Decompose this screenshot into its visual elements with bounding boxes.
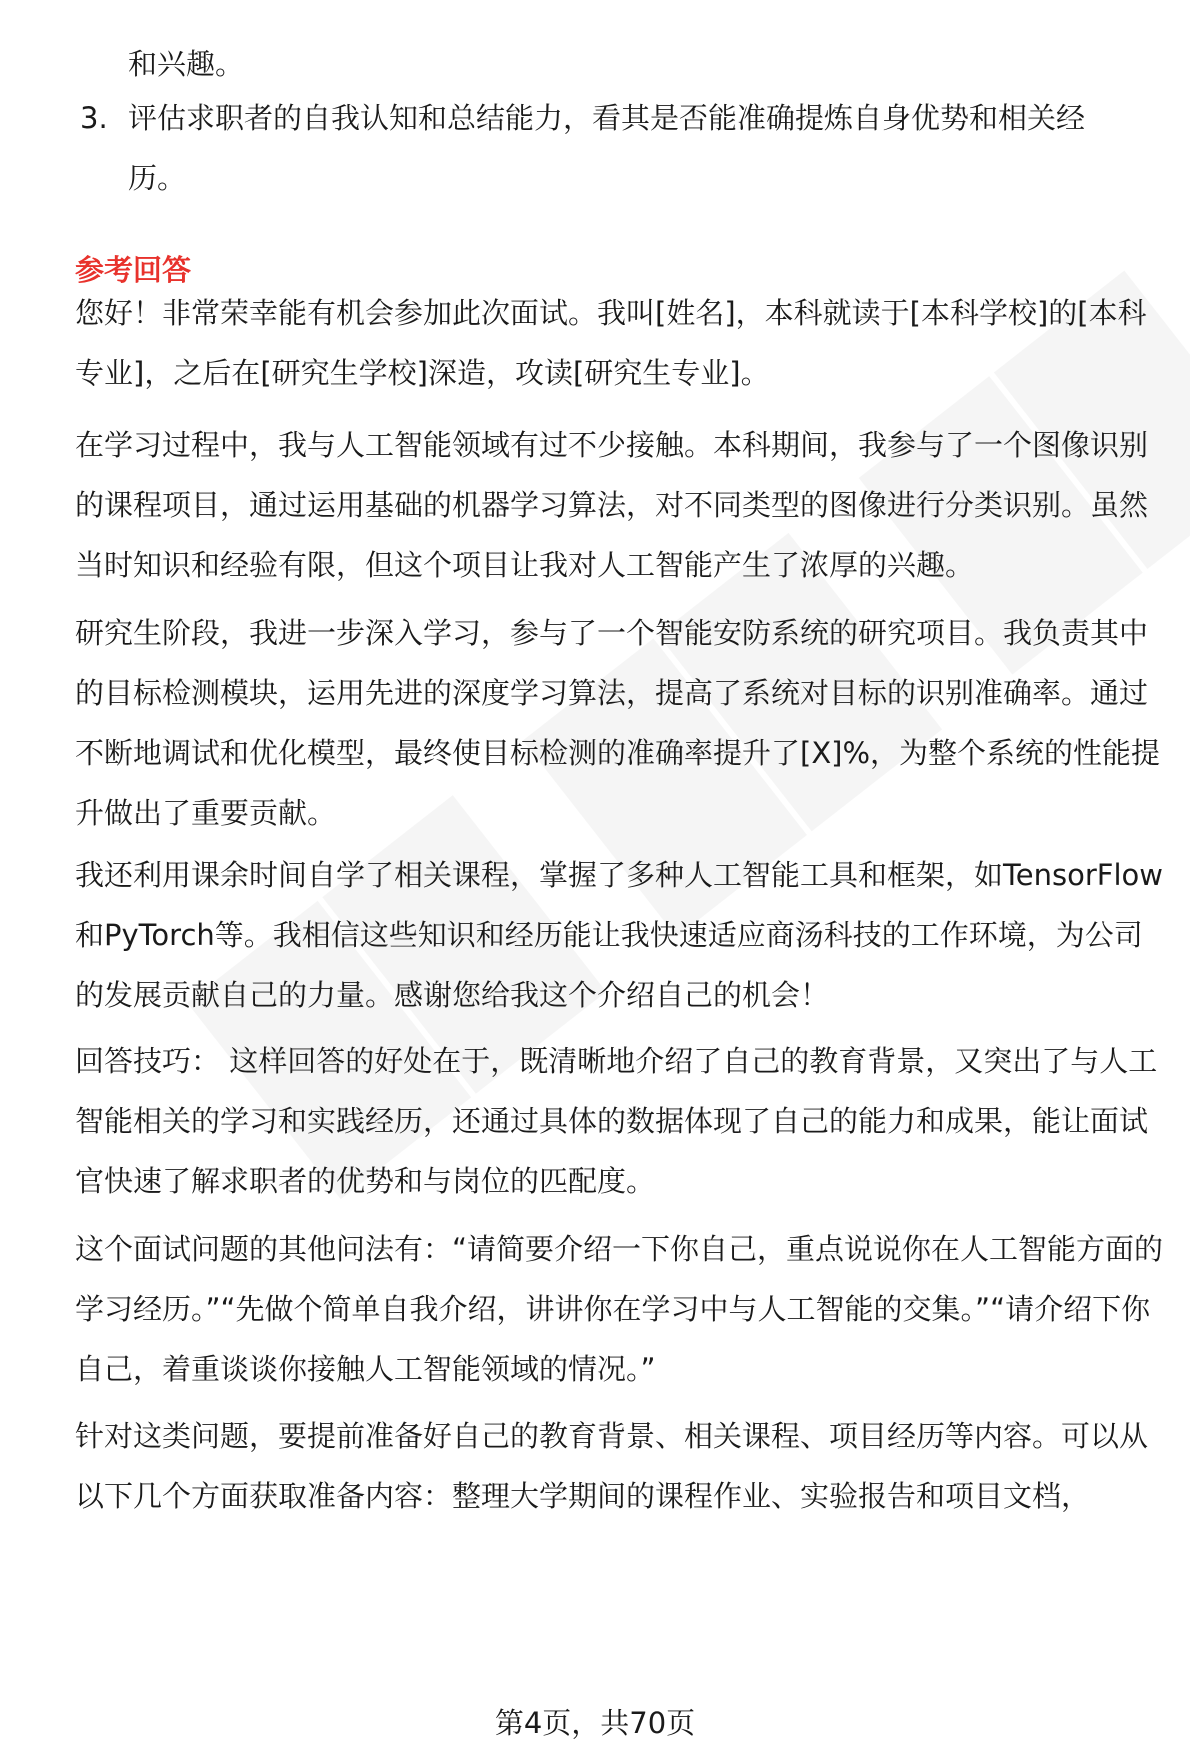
paragraph: 这个面试问题的其他问法有：“请简要介绍一下你自己，重点说说你在人工智能方面的学习经历。”“先做个简单自我介绍，讲讲你在学习中与人工智能的交集。”“请介绍下你自己，着重谈谈你接触人工智能领域的情况。” [75, 1232, 1164, 1386]
paragraph: 在学习过程中，我与人工智能领域有过不少接触。本科期间，我参与了一个图像识别的课程项目，通过运用基础的机器学习算法，对不同类型的图像进行分类识别。虽然当时知识和经验有限，但这个项目让我对人工智能产生了浓厚的兴趣。 [75, 428, 1149, 582]
list-item-text: 评估求职者的自我认知和总结能力，看其是否能准确提炼自身优势和相关经历。 [128, 101, 1086, 195]
list-item-continuation: 和兴趣。 [128, 47, 245, 81]
paragraph: 回答技巧： 这样回答的好处在于，既清晰地介绍了自己的教育背景，又突出了与人工智能相关的学习和实践经历，还通过具体的数据体现了自己的能力和成果，能让面试官快速了解求职者的优势和与岗位的匹配度。 [75, 1044, 1158, 1198]
page-number: 第4页，共70页 [494, 1706, 696, 1740]
section-heading: 参考回答 [75, 253, 192, 287]
paragraph: 研究生阶段，我进一步深入学习，参与了一个智能安防系统的研究项目。我负责其中的目标检测模块，运用先进的深度学习算法，提高了系统对目标的识别准确率。通过不断地调试和优化模型，最终使目标检测的准确率提升了[X]%，为整个系统的性能提升做出了重要贡献。 [75, 616, 1161, 830]
paragraph: 我还利用课余时间自学了相关课程，掌握了多种人工智能工具和框架，如TensorFlow和PyTorch等。我相信这些知识和经历能让我快速适应商汤科技的工作环境，为公司的发展贡献自己的力量。感谢您给我这个介绍自己的机会！ [75, 858, 1163, 1012]
paragraph: 您好！非常荣幸能有机会参加此次面试。我叫[姓名]，本科就读于[本科学校]的[本科专业]，之后在[研究生学校]深造，攻读[研究生专业]。 [75, 296, 1147, 390]
list-item-number: 3. [80, 101, 108, 135]
paragraph: 针对这类问题，要提前准备好自己的教育背景、相关课程、项目经历等内容。可以从以下几个方面获取准备内容：整理大学期间的课程作业、实验报告和项目文档， [75, 1419, 1149, 1513]
